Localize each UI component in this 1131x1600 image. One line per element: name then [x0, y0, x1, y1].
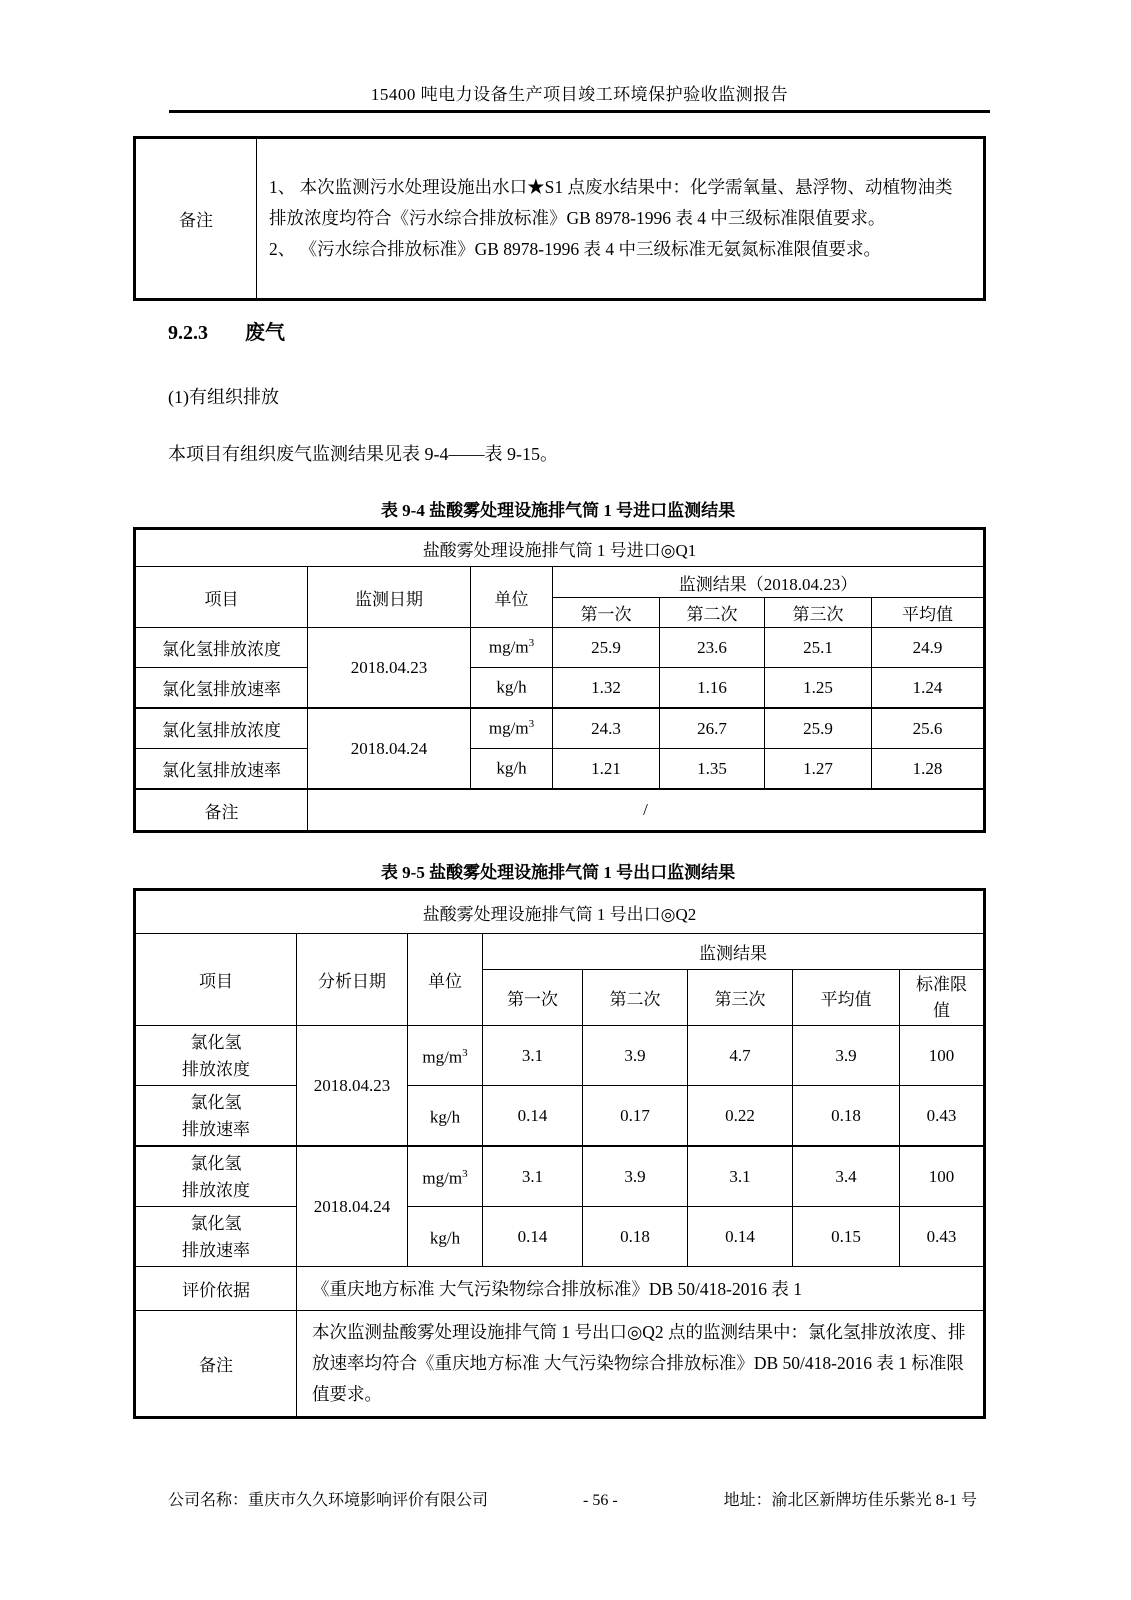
header-average: 平均值: [872, 598, 985, 628]
value-cell: 3.1: [688, 1146, 793, 1207]
value-cell: 0.22: [688, 1086, 793, 1147]
unit-cell: $mg/m^3$: [408, 1026, 483, 1086]
remark-value-cell: /: [308, 789, 985, 832]
unit-cell: kg/h: [408, 1086, 483, 1147]
value-cell: 25.1: [765, 628, 872, 668]
unit-cell: kg/h: [408, 1207, 483, 1267]
header-rule: [169, 110, 990, 113]
value-cell: 25.9: [765, 708, 872, 749]
table-9-4: [133, 527, 986, 833]
table-row: [135, 529, 985, 567]
header-item: 项目: [135, 567, 308, 628]
value-cell: 1.24: [872, 668, 985, 709]
row-label: 氯化氢排放浓度: [135, 628, 308, 668]
value-cell: 1.27: [765, 749, 872, 790]
value-cell: 25.6: [872, 708, 985, 749]
value-cell: 0.18: [583, 1207, 688, 1267]
remark-label-cell: 备注: [135, 789, 308, 832]
header-unit: 单位: [471, 567, 553, 628]
table95-span-title: 盐酸雾处理设施排气筒 1 号出口◎Q2: [135, 890, 985, 934]
row-label: 氯化氢排放速率: [135, 749, 308, 790]
row-label: 氯化氢 排放浓度: [135, 1146, 297, 1207]
table95-caption: 表 9-5 盐酸雾处理设施排气筒 1 号出口监测结果: [380, 863, 736, 882]
value-cell: 0.15: [793, 1207, 900, 1267]
table-row: [135, 668, 985, 709]
limit-cell: 100: [900, 1026, 985, 1086]
section-title: 废气: [245, 322, 285, 344]
value-cell: 1.28: [872, 749, 985, 790]
footer-page-number: - 56 -: [583, 1492, 618, 1509]
header-date: 分析日期: [297, 934, 408, 1026]
table-row: [135, 934, 985, 970]
table-row: [135, 789, 985, 832]
table94-span-title: 盐酸雾处理设施排气筒 1 号进口◎Q1: [135, 529, 985, 567]
date-cell: 2018.04.23: [297, 1026, 408, 1147]
value-cell: 3.9: [583, 1026, 688, 1086]
value-cell: 0.14: [483, 1207, 583, 1267]
table94-caption: 表 9-4 盐酸雾处理设施排气筒 1 号进口监测结果: [380, 501, 736, 520]
footer-address: 地址：渝北区新牌坊佳乐紫光 8-1 号: [723, 1492, 977, 1509]
remark-value-cell: 本次监测盐酸雾处理设施排气筒 1 号出口◎Q2 点的监测结果中：氯化氢排放浓度、排放速率均符合《重庆地方标准 大气污染物综合排放标准》DB 50/418-2016 表 1 标准限值要求。: [297, 1311, 985, 1418]
header-third: 第三次: [765, 598, 872, 628]
value-cell: 0.17: [583, 1086, 688, 1147]
table-row: [135, 138, 985, 300]
date-cell: 2018.04.24: [297, 1146, 408, 1267]
table-row: [135, 708, 985, 749]
header-second: 第二次: [583, 970, 688, 1026]
value-cell: 26.7: [660, 708, 765, 749]
header-result-group: 监测结果（2018.04.23）: [553, 567, 985, 598]
limit-cell: 100: [900, 1146, 985, 1207]
value-cell: 3.1: [483, 1146, 583, 1207]
value-cell: 1.16: [660, 668, 765, 709]
table-row: [135, 567, 985, 598]
table-row: [135, 628, 985, 668]
table-row: [135, 1267, 985, 1311]
row-label: 氯化氢 排放速率: [135, 1207, 297, 1267]
basis-value-cell: 《重庆地方标准 大气污染物综合排放标准》DB 50/418-2016 表 1: [297, 1267, 985, 1311]
row-label: 氯化氢 排放浓度: [135, 1026, 297, 1086]
unit-cell: kg/h: [471, 668, 553, 709]
value-cell: 1.21: [553, 749, 660, 790]
value-cell: 0.14: [688, 1207, 793, 1267]
header-first: 第一次: [483, 970, 583, 1026]
header-limit: 标准限值: [900, 970, 985, 1026]
remark-line-1: 1、 本次监测污水处理设施出水口★S1 点废水结果中：化学需氧量、悬浮物、动植物油类排放浓度均符合《污水综合排放标准》GB 8978-1996 表 4 中三级标准限值要求。: [269, 177, 953, 228]
unit-cell: $mg/m^3$: [471, 628, 553, 668]
row-label: 氯化氢排放浓度: [135, 708, 308, 749]
remark-label-cell: 备注: [135, 1311, 297, 1418]
table-9-5: [133, 888, 986, 1419]
value-cell: 3.9: [583, 1146, 688, 1207]
header-third: 第三次: [688, 970, 793, 1026]
header-result-group: 监测结果: [483, 934, 985, 970]
value-cell: 4.7: [688, 1026, 793, 1086]
section-number: 9.2.3: [168, 322, 208, 344]
remark-label-cell: 备注: [135, 138, 257, 300]
header-first: 第一次: [553, 598, 660, 628]
value-cell: 25.9: [553, 628, 660, 668]
table-row: [135, 749, 985, 790]
value-cell: 23.6: [660, 628, 765, 668]
footer-company: 公司名称：重庆市久久环境影响评价有限公司: [168, 1492, 489, 1509]
header-average: 平均值: [793, 970, 900, 1026]
unit-cell: $mg/m^3$: [408, 1146, 483, 1207]
table-row: [135, 1207, 985, 1267]
row-label: 氯化氢排放速率: [135, 668, 308, 709]
row-label: 氯化氢 排放速率: [135, 1086, 297, 1147]
unit-cell: kg/h: [471, 749, 553, 790]
value-cell: 3.1: [483, 1026, 583, 1086]
header-item: 项目: [135, 934, 297, 1026]
subsection-heading: (1)有组织排放: [168, 387, 279, 407]
value-cell: 1.25: [765, 668, 872, 709]
table-row: [135, 1311, 985, 1418]
basis-label-cell: 评价依据: [135, 1267, 297, 1311]
value-cell: 24.9: [872, 628, 985, 668]
remark-content-cell: [257, 138, 985, 300]
value-cell: 0.14: [483, 1086, 583, 1147]
value-cell: 1.32: [553, 668, 660, 709]
value-cell: 3.4: [793, 1146, 900, 1207]
date-cell: 2018.04.24: [308, 708, 471, 789]
value-cell: 24.3: [553, 708, 660, 749]
value-cell: 0.18: [793, 1086, 900, 1147]
limit-cell: 0.43: [900, 1086, 985, 1147]
value-cell: 3.9: [793, 1026, 900, 1086]
table-row: [135, 1146, 985, 1207]
date-cell: 2018.04.23: [308, 628, 471, 709]
wastewater-remark-table: [133, 136, 986, 301]
unit-cell: $mg/m^3$: [471, 708, 553, 749]
header-unit: 单位: [408, 934, 483, 1026]
remark-line-2: 2、 《污水综合排放标准》GB 8978-1996 表 4 中三级标准无氨氮标准限值要求。: [269, 239, 882, 259]
header-date: 监测日期: [308, 567, 471, 628]
table-row: [135, 1026, 985, 1086]
limit-cell: 0.43: [900, 1207, 985, 1267]
header-second: 第二次: [660, 598, 765, 628]
section-heading: [168, 316, 285, 345]
table-row: [135, 1086, 985, 1147]
page-header-title: 15400 吨电力设备生产项目竣工环境保护验收监测报告: [370, 85, 789, 104]
intro-paragraph: 本项目有组织废气监测结果见表 9-4——表 9-15。: [168, 444, 558, 464]
value-cell: 1.35: [660, 749, 765, 790]
table-row: [135, 890, 985, 934]
